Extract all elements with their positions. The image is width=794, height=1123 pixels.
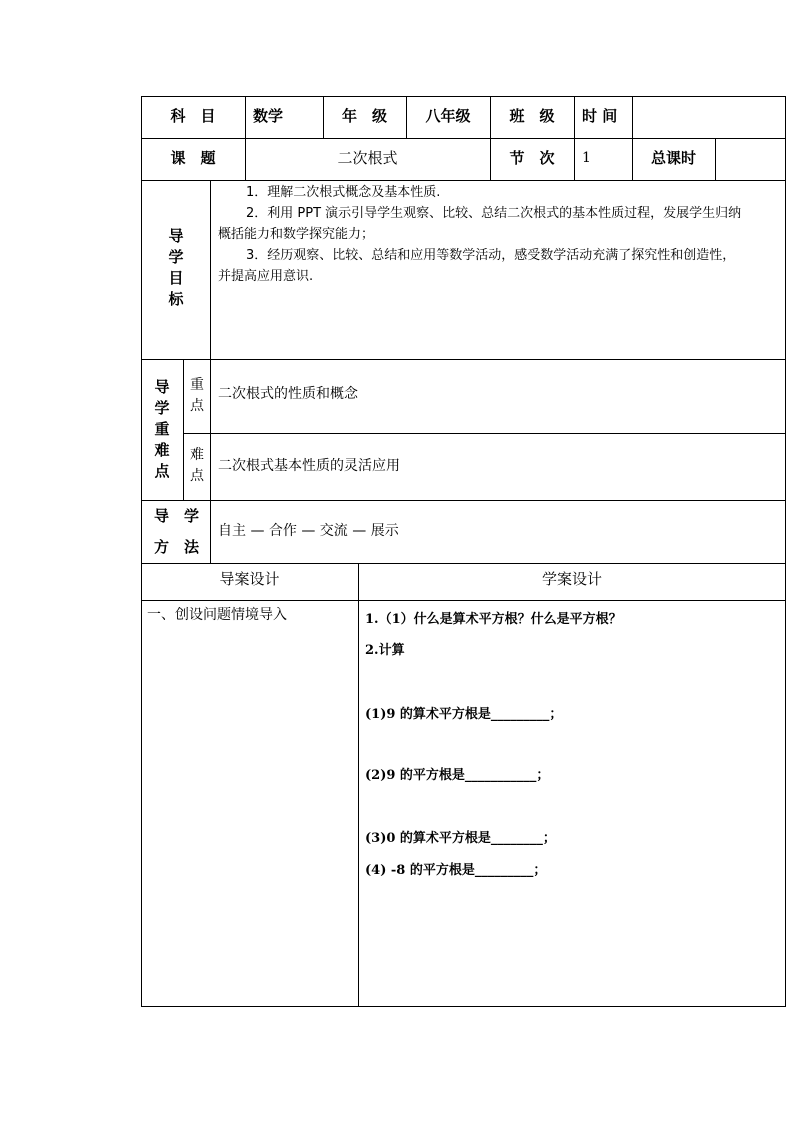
question-2-2: (2)9 的平方根是___________； — [365, 768, 550, 783]
subject-label: 科 目 — [170, 107, 216, 125]
question-2-4: (4) -8 的平方根是_________； — [365, 863, 547, 878]
key-points-group-label: 导学重难点 — [154, 378, 170, 480]
grade-value: 八年级 — [425, 107, 471, 125]
col-divider — [210, 180, 211, 359]
goal-line-3a: 3．经历观察、比较、总结和应用等数学活动，感受数学活动充满了探究性和创造性， — [246, 248, 736, 263]
question-2-3: (3)0 的算术平方根是________； — [365, 831, 556, 846]
teaching-step-1: 一、创设问题情境导入 — [147, 607, 287, 623]
col-divider — [574, 96, 575, 180]
question-1: 1.（1）什么是算术平方根？什么是平方根？ — [365, 612, 622, 627]
key-point-label: 重点 — [190, 377, 204, 414]
row-divider — [141, 563, 786, 564]
total-hours-label: 总课时 — [650, 149, 696, 167]
col-divider — [715, 138, 716, 180]
section-label: 节 次 — [509, 149, 555, 167]
row-divider — [141, 359, 786, 360]
row-divider — [141, 500, 786, 501]
col-divider — [183, 359, 184, 500]
goals-label: 导学目标 — [168, 227, 184, 308]
section-value: 1 — [582, 150, 591, 166]
subject-value: 数学 — [253, 107, 284, 125]
difficult-point-value: 二次根式基本性质的灵活应用 — [218, 458, 400, 474]
topic-value: 二次根式 — [337, 149, 398, 167]
teaching-design-header: 导案设计 — [219, 570, 280, 588]
topic-label: 课 题 — [170, 149, 216, 167]
row-divider — [183, 433, 786, 434]
method-label-line2: 方 法 — [154, 538, 200, 556]
question-2: 2.计算 — [365, 643, 405, 658]
goal-line-3b: 并提高应用意识. — [218, 269, 314, 284]
col-divider — [358, 563, 359, 1007]
question-2-1: (1)9 的算术平方根是_________； — [365, 707, 563, 722]
col-divider — [210, 359, 211, 563]
goal-line-2b: 概括能力和数学探究能力； — [218, 227, 375, 242]
time-label: 时 间 — [582, 107, 618, 125]
row-divider — [141, 138, 786, 139]
learning-design-header: 学案设计 — [541, 570, 602, 588]
class-label: 班 级 — [509, 107, 555, 125]
row-divider — [141, 180, 786, 181]
col-divider — [632, 96, 633, 180]
row-divider — [141, 600, 786, 601]
col-divider — [245, 96, 246, 180]
difficult-point-label: 难点 — [190, 447, 204, 484]
method-label-line1: 导 学 — [154, 507, 200, 525]
grade-label: 年 级 — [341, 107, 387, 125]
goal-line-1: 1．理解二次根式概念及基本性质. — [246, 185, 441, 200]
method-value: 自主 — 合作 — 交流 — 展示 — [218, 523, 399, 539]
key-point-value: 二次根式的性质和概念 — [218, 386, 358, 402]
goal-line-2a: 2．利用 PPT 演示引导学生观察、比较、总结二次根式的基本性质过程，发展学生归纳 — [246, 206, 742, 221]
